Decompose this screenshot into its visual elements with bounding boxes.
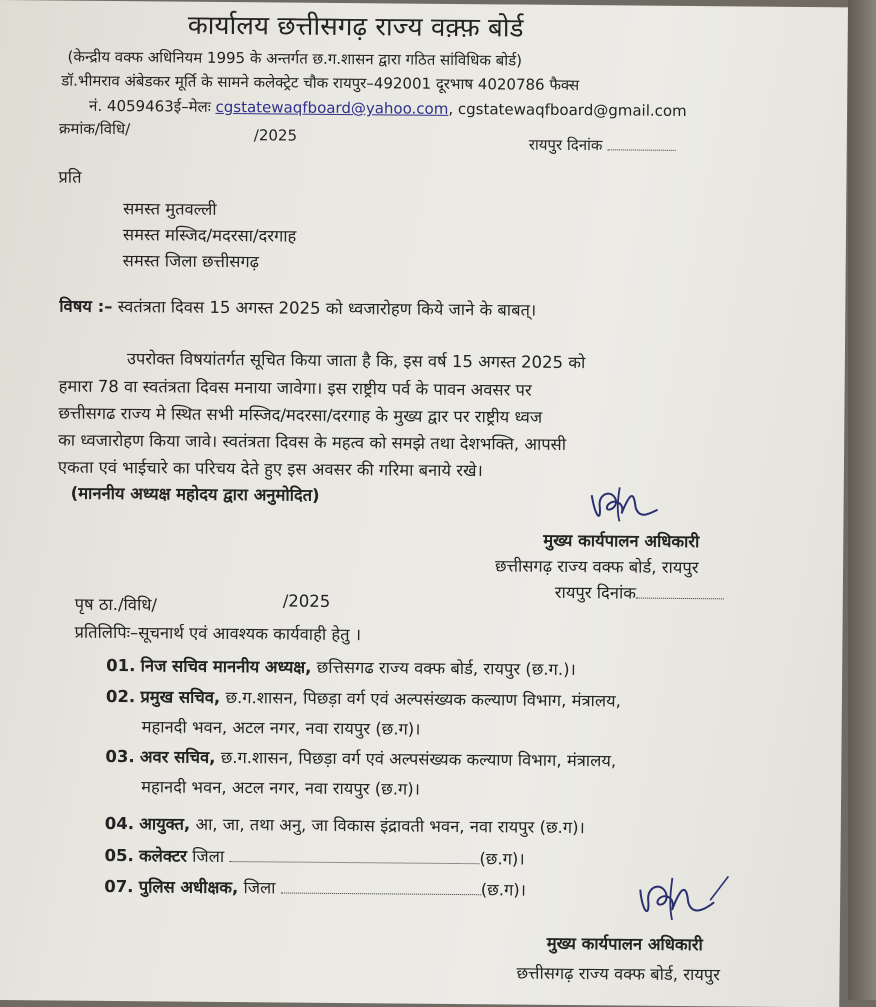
approval-note: (माननीय अध्यक्ष महोदय द्वारा अनुमोदित): [70, 483, 320, 505]
addressee-line-1: समस्त मुतवल्ली: [123, 199, 217, 219]
signatory-1-title: मुख्य कार्यपालन अधिकारी: [543, 530, 700, 552]
board-description: (केन्द्रीय वक्फ अधिनियम 1995 के अन्तर्गत छ.ग.शासन द्वारा गठित सांविधिक बोर्ड): [67, 47, 523, 70]
background-edge: [848, 0, 876, 1000]
signatory-2-org: छत्तीसगढ़ राज्य वक्फ बोर्ड, रायपुर: [516, 963, 721, 985]
copy-item: 04. आयुक्त, आ, जा, तथा अनु, जा विकास इंद्रावती भवन, नवा रायपुर (छ.ग)।: [104, 813, 585, 838]
addressee-line-2: समस्त मस्जिद/मदरसा/दरगाह: [122, 225, 297, 246]
body-line: छत्तीसगढ राज्य मे स्थित सभी मस्जिद/मदरसा/दरगाह के मुख्य द्वार पर राष्ट्रीय ध्वज: [58, 403, 543, 427]
endorsement-ref: पृष ठा./विधि/: [74, 594, 158, 615]
copy-item-continuation: महानदी भवन, अटल नगर, नवा रायपुर (छ.ग)।: [141, 717, 421, 739]
office-address: डॉ.भीमराव अंबेडकर मूर्ति के सामने कलेक्ट्रेट चौक रायपुर–492001 दूरभाष 4020786 फैक्स: [61, 71, 580, 95]
reference-number: क्रमांक/विधि/: [58, 119, 131, 139]
copy-label: प्रतिलिपिः–सूचनार्थ एवं आवश्यक कार्यवाही हेतु ।: [74, 622, 362, 645]
email-gmail: , cgstatewaqfboard@gmail.com: [448, 99, 687, 120]
signatory-1-date: रायपुर दिनांक: [555, 580, 724, 604]
copy-item: 05. कलेक्टर जिला (छ.ग)।: [104, 845, 525, 869]
body-line: हमारा 78 वा स्वतंत्रता दिवस मनाया जावेगा। इस राष्ट्रीय पर्व के पावन अवसर पर: [58, 376, 532, 400]
copy-item: 02. प्रमुख सचिव, छ.ग.शासन, पिछड़ा वर्ग एवं अल्पसंख्यक कल्याण विभाग, मंत्रालय,: [105, 686, 621, 711]
contact-line: [89, 96, 687, 121]
copy-item: 07. पुलिस अधीक्षक, जिला (छ.ग)।: [104, 876, 527, 900]
phone-label: नं. 4059463ई–मेलः: [89, 96, 211, 116]
signatory-2-title: मुख्य कार्यपालन अधिकारी: [546, 933, 703, 955]
subject-label: विषय :–: [59, 296, 113, 316]
to-label: प्रति: [58, 167, 82, 187]
body-line: एकता एवं भाईचारे का परिचय देते हुए इस अवसर की गरिमा बनाये रखे।: [57, 457, 483, 481]
addressee-line-3: समस्त जिला छत्तीसगढ़: [122, 251, 260, 272]
signature-1: [585, 483, 665, 530]
copy-item: 01. निज सचिव माननीय अध्यक्ष, छत्तिसगढ राज्य वक्फ बोर्ड, रायपुर (छ.ग.)।: [106, 655, 576, 680]
signature-2: [632, 872, 733, 933]
copy-item: 03. अवर सचिव, छ.ग.शासन, पिछड़ा वर्ग एवं अल्पसंख्यक कल्याण विभाग, मंत्रालय,: [105, 746, 617, 771]
subject: [59, 294, 536, 321]
endorsement-year: /2025: [282, 591, 331, 611]
office-title: कार्यालय छत्तीसगढ़ राज्य वक़्फ़ बोर्ड: [187, 10, 524, 44]
reference-year: /2025: [253, 126, 298, 145]
email-link-yahoo[interactable]: cgstatewaqfboard@yahoo.com: [215, 97, 449, 118]
body-line: उपरोक्त विषयांतर्गत सूचित किया जाता है कि, इस वर्ष 15 अगस्त 2025 को: [126, 349, 586, 373]
copy-item-continuation: महानदी भवन, अटल नगर, नवा रायपुर (छ.ग)।: [141, 777, 421, 799]
subject-text: स्वतंत्रता दिवस 15 अगस्त 2025 को ध्वजारोहण किये जाने के बाबत्।: [117, 297, 537, 320]
body-line: का ध्वजारोहण किया जावे। स्वतंत्रता दिवस के महत्व को समझे तथा देशभक्ति, आपसी: [58, 430, 567, 454]
reference-date: रायपुर दिनांक: [529, 135, 676, 156]
signatory-1-org: छत्तीसगढ़ राज्य वक्फ बोर्ड, रायपुर: [494, 556, 699, 578]
